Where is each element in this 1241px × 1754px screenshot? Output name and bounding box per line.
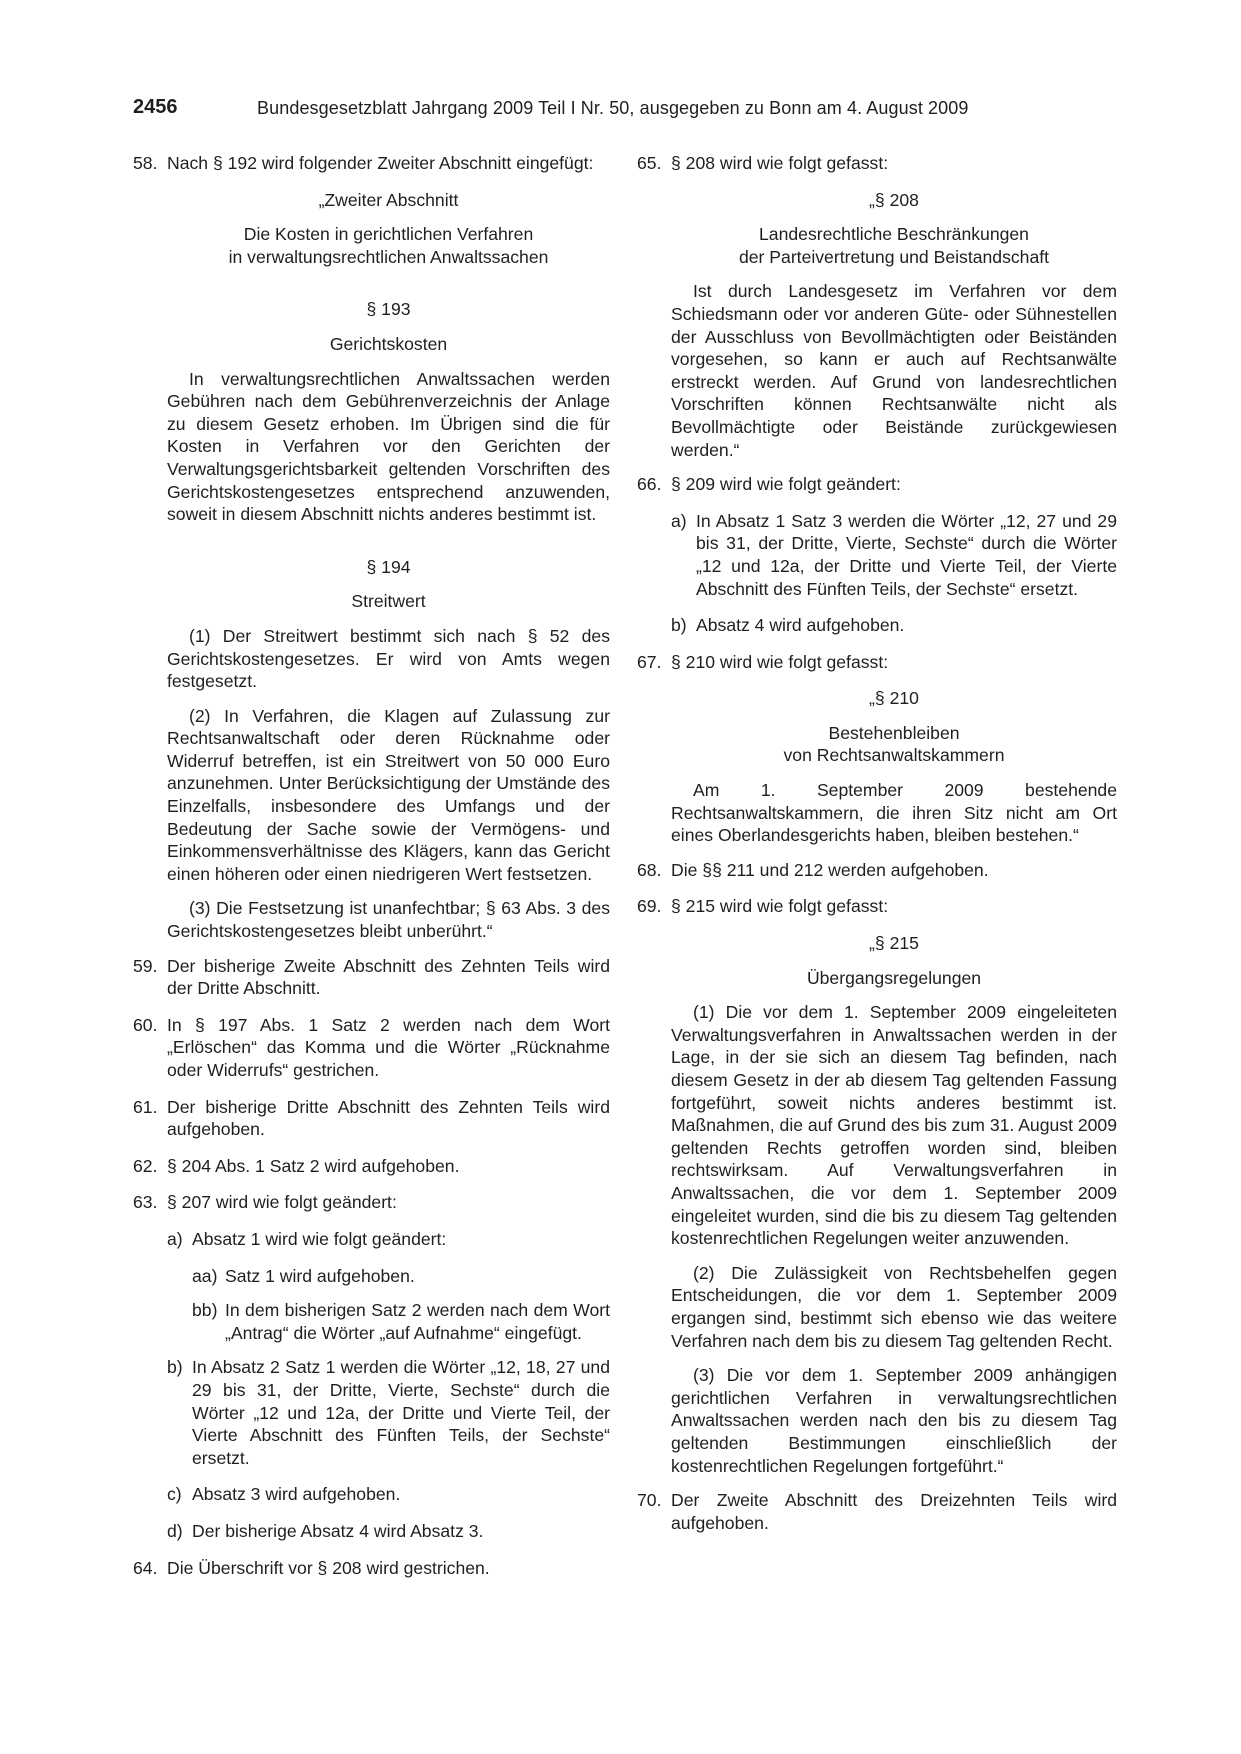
item-text: Nach § 192 wird folgender Zweiter Abschnitt eingefügt: — [167, 153, 594, 173]
item-64 — [133, 1557, 610, 1580]
subsubitem-63bb — [192, 1299, 610, 1344]
subsubitem-text: Satz 1 wird aufgehoben. — [225, 1265, 415, 1286]
item-number: 58. — [133, 153, 158, 173]
item-text: § 210 wird wie folgt gefasst: — [671, 651, 889, 672]
subitem-text: In Absatz 1 Satz 3 werden die Wörter „12, 27 und 29 bis 31, der Dritte, Vierte, Sechste“ durch die Wörter „12 und 12a, der Dritte und Vierte Teil, der Vierte Abschnitt des Fünften Teils, der Sechste“ ersetzt. — [696, 510, 1117, 599]
item-text: Die §§ 211 und 212 werden aufgehoben. — [671, 859, 989, 880]
paragraph-title-210-line-2: von Rechtsanwaltskammern — [783, 745, 1005, 766]
subitem-63d — [167, 1520, 610, 1543]
item-text: § 215 wird wie folgt gefasst: — [671, 896, 889, 917]
item-70 — [637, 1489, 1117, 1534]
paragraph-title-208-line-2: der Parteivertretung und Beistandschaft — [738, 246, 1050, 267]
item-text: Der Zweite Abschnitt des Dreizehnten Teils wird aufgehoben. — [671, 1490, 1117, 1533]
paragraph-sign-208: „§ 208 — [869, 189, 919, 210]
left-column — [133, 152, 610, 1593]
subitem-letter: d) — [167, 1520, 183, 1541]
item-text: § 204 Abs. 1 Satz 2 wird aufgehoben. — [167, 1155, 460, 1176]
item-58 — [133, 152, 610, 175]
item-text: Der bisherige Dritte Abschnitt des Zehnten Teils wird aufgehoben. — [167, 1096, 610, 1140]
item-number: 60. — [133, 1014, 158, 1035]
subitem-63b — [167, 1356, 610, 1469]
paragraph-title-215: Übergangsregelungen — [806, 967, 982, 988]
item-number: 64. — [133, 1557, 158, 1578]
page-number: 2456 — [133, 96, 178, 118]
item-63-subitems — [133, 1228, 610, 1543]
subitem-text: In Absatz 2 Satz 1 werden die Wörter „12, 18, 27 und 29 bis 31, der Dritte, Vierte, Sechste“ durch die Wörter „12 und 12a, der Dritte und Vierte Teil, der Vierte Abschnitt des Fünften Teils, der Sechste“ ersetzt. — [192, 1357, 610, 1468]
item-number: 70. — [637, 1490, 662, 1511]
item-67 — [637, 651, 1117, 674]
inserted-paragraph-210 — [637, 687, 1117, 847]
paragraph-text-210: Am 1. September 2009 bestehende Rechtsanwaltskammern, die ihren Sitz nicht am Ort eines Oberlandesgerichts haben, bleiben bestehen.“ — [671, 780, 1117, 846]
inserted-paragraph-208 — [637, 189, 1117, 462]
item-59 — [133, 955, 610, 1000]
item-62 — [133, 1155, 610, 1178]
section-title-line-2: in verwaltungsrechtlichen Anwaltssachen — [228, 246, 549, 267]
item-number: 65. — [637, 153, 662, 173]
item-number: 61. — [133, 1096, 158, 1117]
item-text: In § 197 Abs. 1 Satz 2 werden nach dem Wort „Erlöschen“ das Komma und die Wörter „Rücknahme oder Widerrufs“ gestrichen. — [167, 1014, 610, 1080]
subitem-letter: a) — [671, 510, 687, 531]
paragraph-text-208: Ist durch Landesgesetz im Verfahren vor dem Schiedsmann oder vor anderen Güte- oder Sühnestellen der Ausschluss von Bevollmächtigten oder Beiständen vorgesehen, so kann er auch auf Rechtsanwälte erstreckt werden. Auf Grund von landesrechtlichen Vorschriften können Rechtsanwälte nicht als Bevollmächtigte oder Beistände zurückgewiesen werden.“ — [671, 281, 1117, 460]
subitem-text: Absatz 1 wird wie folgt geändert: — [192, 1228, 447, 1249]
item-61 — [133, 1096, 610, 1141]
subitem-letter: b) — [671, 615, 687, 636]
subitem-66a — [671, 510, 1117, 600]
item-number: 62. — [133, 1155, 158, 1176]
item-69 — [637, 895, 1117, 918]
subitem-63a — [167, 1228, 610, 1251]
item-text: Die Überschrift vor § 208 wird gestrichen. — [167, 1557, 490, 1578]
paragraph-title-193: Gerichtskosten — [329, 333, 448, 354]
subitem-letter: b) — [167, 1357, 183, 1378]
subitem-letter: a) — [167, 1228, 183, 1249]
item-text: Der bisherige Zweite Abschnitt des Zehnten Teils wird der Dritte Abschnitt. — [167, 955, 610, 999]
item-66-subitems — [637, 510, 1117, 637]
item-65 — [637, 152, 1117, 175]
paragraph-215-absatz-3: (3) Die vor dem 1. September 2009 anhängigen gerichtlichen Verfahren in verwaltungsrechtlichen Anwaltssachen werden nach den bis zu diesem Tag geltenden Bestimmungen einschließlich der kostenrechtlichen Regelungen fortgeführt.“ — [671, 1365, 1117, 1476]
item-number: 59. — [133, 955, 158, 976]
item-number: 69. — [637, 896, 662, 917]
subsubitem-label: bb) — [192, 1300, 218, 1321]
item-text: § 207 wird wie folgt geändert: — [167, 1192, 397, 1213]
paragraph-title-210-line-1: Bestehenbleiben — [828, 722, 960, 743]
item-63 — [133, 1191, 610, 1214]
subsubitem-label: aa) — [192, 1265, 218, 1286]
paragraph-215-absatz-1: (1) Die vor dem 1. September 2009 eingeleiteten Verwaltungsverfahren in Anwaltssachen werden in der Lage, in der sie sich an diesem Tag befinden, nach diesem Gesetz in der ab diesem Tag geltenden Fassung fortgeführt, soweit nichts anderes bestimmt ist. Maßnahmen, die auf Grund des bis zum 31. August 2009 geltenden Rechts getroffen worden sind, bleiben rechtswirksam. Auf Verwaltungsverfahren in Anwaltssachen, die vor dem 1. September 2009 eingeleitet wurden, sind die bis zu diesem Tag geltenden kostenrechtlichen Regelungen weiter anzuwenden. — [671, 1002, 1117, 1249]
section-heading: „Zweiter Abschnitt — [318, 189, 459, 210]
item-66 — [637, 473, 1117, 496]
paragraph-sign-193: § 193 — [366, 299, 411, 320]
item-text: § 209 wird wie folgt geändert: — [671, 474, 901, 495]
paragraph-sign-194: § 194 — [366, 556, 411, 577]
subitem-63a-children — [167, 1265, 610, 1345]
item-number: 67. — [637, 651, 662, 672]
item-number: 66. — [637, 474, 662, 495]
subitem-66b — [671, 614, 1117, 637]
paragraph-194-absatz-3: (3) Die Festsetzung ist unanfechtbar; § 63 Abs. 3 des Gerichtskostengesetzes bleibt unberührt.“ — [167, 898, 610, 942]
item-number: 63. — [133, 1192, 158, 1213]
subitem-text: Absatz 4 wird aufgehoben. — [696, 615, 905, 636]
inserted-section — [133, 189, 610, 943]
item-number: 68. — [637, 859, 662, 880]
section-title-line-1: Die Kosten in gerichtlichen Verfahren — [243, 224, 534, 245]
paragraph-sign-210: „§ 210 — [869, 688, 919, 709]
paragraph-sign-215: „§ 215 — [869, 933, 919, 954]
running-title: Bundesgesetzblatt Jahrgang 2009 Teil I Nr. 50, ausgegeben zu Bonn am 4. August 2009 — [257, 98, 969, 118]
paragraph-title-208-line-1: Landesrechtliche Beschränkungen — [759, 224, 1029, 245]
item-text: § 208 wird wie folgt gefasst: — [671, 153, 889, 173]
subitem-63c — [167, 1483, 610, 1506]
item-68 — [637, 859, 1117, 882]
item-60 — [133, 1014, 610, 1082]
inserted-paragraph-215 — [637, 932, 1117, 1477]
subitem-letter: c) — [167, 1484, 182, 1505]
subitem-text: Der bisherige Absatz 4 wird Absatz 3. — [192, 1520, 484, 1541]
paragraph-194-absatz-2: (2) In Verfahren, die Klagen auf Zulassung zur Rechtsanwaltschaft oder deren Rücknahme oder Widerruf betreffen, ist ein Streitwert von 50 000 Euro anzunehmen. Unter Berücksichtigung der Umstände des Einzelfalls, insbesondere des Umfangs und der Bedeutung der Sache sowie der Vermögens- und Einkommensverhältnisse des Klägers, kann das Gericht einen höheren oder einen niedrigeren Wert festsetzen. — [167, 705, 610, 884]
paragraph-text-193: In verwaltungsrechtlichen Anwaltssachen werden Gebühren nach dem Gebührenverzeichnis der Anlage zu diesem Gesetz erhoben. Im Übrigen sind die für Kosten in Verfahren vor den Gerichten der Verwaltungsgerichtsbarkeit geltenden Vorschriften des Gerichtskostengesetzes entsprechend anzuwenden, soweit in diesem Abschnitt nichts anderes bestimmt ist. — [167, 368, 610, 525]
paragraph-title-194: Streitwert — [351, 591, 426, 612]
subsubitem-text: In dem bisherigen Satz 2 werden nach dem Wort „Antrag“ die Wörter „auf Aufnahme“ eingefügt. — [225, 1300, 610, 1343]
paragraph-194-absatz-1: (1) Der Streitwert bestimmt sich nach § 52 des Gerichtskostengesetzes. Er wird von Amts wegen festgesetzt. — [167, 625, 610, 692]
right-column — [637, 152, 1117, 1548]
subitem-text: Absatz 3 wird aufgehoben. — [192, 1484, 401, 1505]
paragraph-215-absatz-2: (2) Die Zulässigkeit von Rechtsbehelfen gegen Entscheidungen, die vor dem 1. September 2009 ergangen sind, bestimmt sich ebenso wie das weitere Verfahren nach dem bis zu diesem Tag geltenden Recht. — [671, 1262, 1117, 1351]
page-header — [133, 96, 1123, 126]
subsubitem-63aa — [192, 1265, 610, 1288]
